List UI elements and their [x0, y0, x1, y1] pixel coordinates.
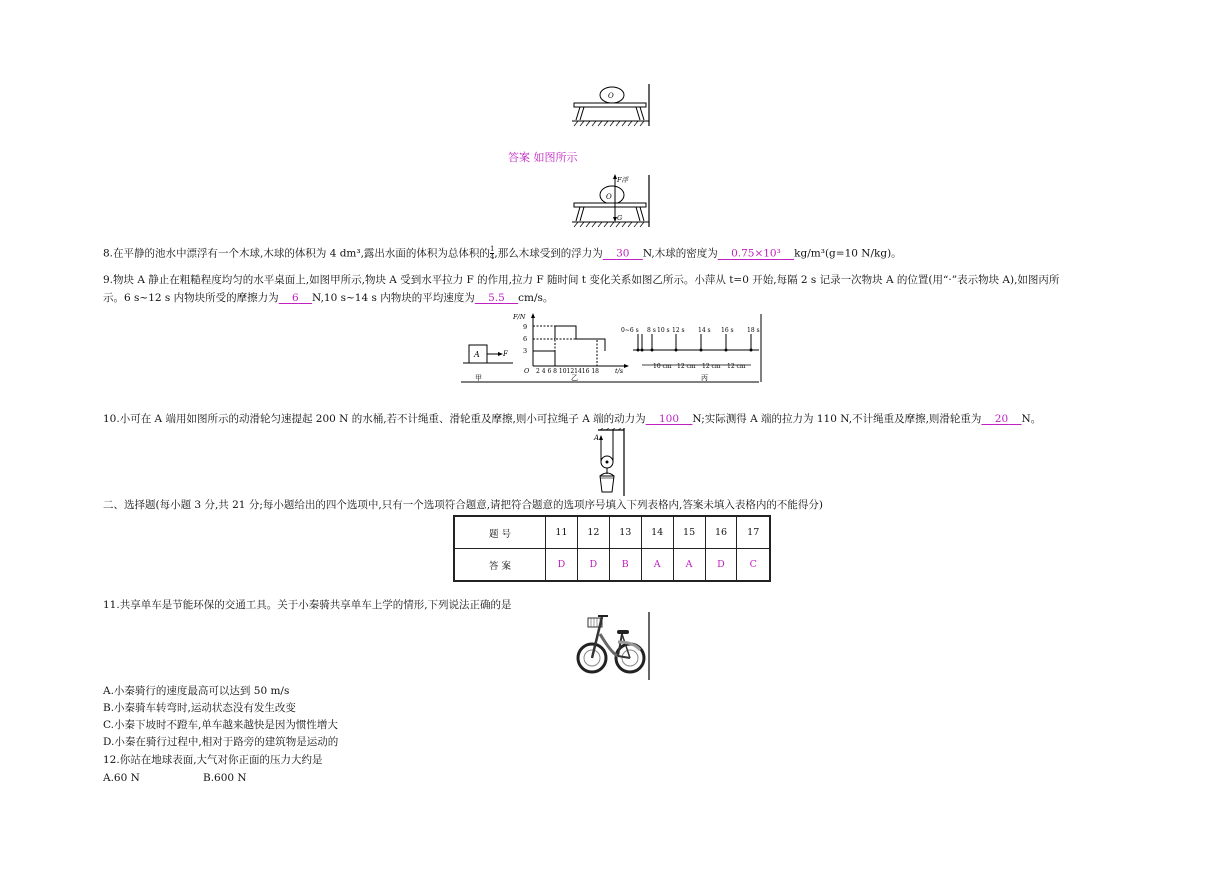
answer-cell: D	[546, 549, 578, 582]
q9-answer-friction: 6	[292, 292, 299, 304]
q10-answer-pulley-weight: 20	[994, 413, 1009, 425]
time-label: 8 s	[647, 327, 656, 334]
time-label: 14 s	[698, 327, 711, 334]
y-tick: 9	[523, 323, 528, 331]
row-header: 题 号	[454, 516, 546, 549]
option-c: C.小秦下坡时不蹬车,单车越来越快是因为惯性增大	[103, 719, 338, 731]
answer-cell: A	[641, 549, 673, 582]
distance-label: 12 cm	[727, 363, 746, 370]
label-bing: 丙	[701, 374, 708, 382]
figure-ball-forces	[570, 173, 652, 231]
y-tick: 3	[523, 347, 528, 355]
buoyancy-label: F浮	[617, 176, 629, 184]
time-label: 16 s	[721, 327, 734, 334]
question-10: 10.小可在 A 端用如图所示的动滑轮匀速提起 200 N 的水桶,若不计绳重、滑轮重及摩擦,则小可拉绳子 A 端的动力为 100 N;实际测得 A 端的拉力为 110 N,不计绳重及摩擦,则滑轮重为 20 N。	[103, 413, 1042, 425]
end-a-label: A	[594, 434, 600, 442]
table-row	[454, 549, 770, 582]
question-number-cell: 15	[673, 516, 705, 549]
answer-table	[453, 515, 771, 582]
question-9-line1: 9.物块 A 静止在粗糙程度均匀的水平桌面上,如图甲所示,物块 A 受到水平拉力 F 的作用,拉力 F 随时间 t 变化关系如图乙所示。小萍从 t=0 开始,每隔 2 s 记录一次物块 A 的位置(用“·”表示物块 A),如图丙所	[103, 274, 1060, 286]
label-yi: 乙	[571, 374, 578, 382]
block-label: A	[474, 350, 480, 359]
q10-answer-force: 100	[659, 413, 680, 425]
figure-bicycle	[574, 612, 654, 680]
figure-pulley-bucket	[590, 428, 630, 496]
figure-ball-on-table	[570, 82, 652, 130]
table-row	[454, 516, 770, 549]
force-label: F	[503, 350, 508, 358]
q8-answer-density: 0.75×10³	[731, 247, 781, 260]
answer-cell: A	[673, 549, 705, 582]
question-11-stem: 11.共享单车是节能环保的交通工具。关于小秦骑共享单车上学的情形,下列说法正确的是	[103, 599, 512, 611]
question-number-cell: 13	[609, 516, 641, 549]
question-12-stem: 12.你站在地球表面,大气对你正面的压力大约是	[103, 754, 323, 766]
question-9-line2: 示。6 s~12 s 内物块所受的摩擦力为 6 N,10 s~14 s 内物块的平均速度为 5.5 cm/s。	[103, 292, 554, 304]
q8-answer-buoyancy: 30	[616, 247, 630, 260]
x-ticks: 2 4 6 8 10121416 18	[536, 368, 599, 375]
q12-option-b: B.600 N	[203, 772, 247, 784]
option-d: D.小秦在骑行过程中,相对于路旁的建筑物是运动的	[103, 736, 339, 748]
distance-label: 12 cm	[702, 363, 721, 370]
x-axis-label: t/s	[615, 367, 624, 375]
question-number-cell: 16	[705, 516, 737, 549]
origin-label: O	[524, 367, 530, 375]
answer-note: 答案 如图所示	[508, 151, 578, 164]
y-tick: 6	[523, 335, 528, 343]
option-a: A.小秦骑行的速度最高可以达到 50 m/s	[103, 685, 290, 697]
option-b: B.小秦骑车转弯时,运动状态没有发生改变	[103, 702, 296, 714]
answer-cell: C	[737, 549, 770, 582]
time-label: 12 s	[672, 327, 685, 334]
ball-label: O	[608, 92, 614, 100]
answer-cell: B	[609, 549, 641, 582]
time-label: 0~6 s	[621, 327, 639, 334]
question-number-cell: 12	[577, 516, 609, 549]
figure-jia-yi-bing	[461, 310, 765, 384]
gravity-label: G	[617, 214, 623, 222]
question-8: 8.在平静的池水中漂浮有一个木球,木球的体积为 4 dm³,露出水面的体积为总体积的 $\frac{1}{4}$ ,那么木球受到的浮力为 30 N,木球的密度为 0.75×10³ kg/m³(g=10 N/kg)。	[103, 245, 902, 261]
fraction: $\frac{1}{4}$	[489, 245, 495, 261]
time-label: 18 s	[747, 327, 760, 334]
q12-option-a: A.60 N	[103, 772, 140, 784]
section-2-title: 二、选择题(每小题 3 分,共 21 分;每小题给出的四个选项中,只有一个选项符合题意,请把符合题意的选项序号填入下列表格内,答案未填入表格内的不能得分)	[103, 499, 823, 511]
distance-label: 12 cm	[677, 363, 696, 370]
answer-cell: D	[705, 549, 737, 582]
y-axis-label: F/N	[513, 313, 526, 321]
question-number-cell: 11	[546, 516, 578, 549]
row-header: 答 案	[454, 549, 546, 582]
ball-label: O	[606, 193, 612, 201]
question-number-cell: 14	[641, 516, 673, 549]
answer-cell: D	[577, 549, 609, 582]
question-number-cell: 17	[737, 516, 770, 549]
time-label: 10 s	[657, 327, 670, 334]
distance-label: 10 cm	[653, 363, 672, 370]
label-jia: 甲	[475, 374, 482, 382]
q9-answer-speed: 5.5	[488, 292, 505, 304]
